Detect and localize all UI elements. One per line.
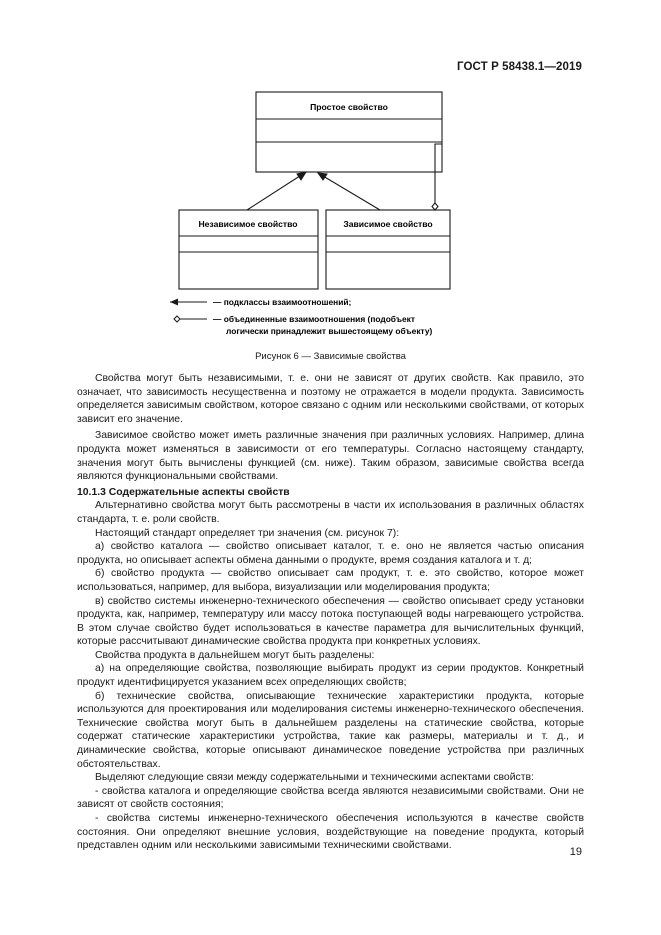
uml-diagram (0, 0, 661, 345)
aggregation-line (435, 144, 442, 203)
page-number: 19 (569, 846, 582, 858)
list-item: в) свойство системы инженерно-технического обеспечения — свойство описывает среду установки продукта, как, например, температуру или массу потока поступающей воды нагревающего устройства. В этом случае свойство будет использоваться в качестве параметра для вычислительных функций, которые рассчитывают динамические свойства продукта при конкретных условиях. (77, 595, 584, 648)
list-item: б) технические свойства, описывающие технические характеристики продукта, которые используются для проектирования или моделирования системы инженерно-технического обеспечения. Технические свойства могут быть в дальнейшем разделены на статические свойства, которые содержат статические характеристики устройства, такие как размеры, материалы и т. д., и динамические свойства, которые описывают динамическое поведение устройства при различных обстоятельствах. (77, 690, 584, 770)
list-item: а) на определяющие свойства, позволяющие выбирать продукт из серии продуктов. Конкретный продукт идентифицируется указанием всех определяющих свойств; (77, 663, 584, 689)
legend-aggregation-text-2: логически принадлежит вышестоящему объекту) (226, 326, 433, 336)
section-heading: 10.1.3 Содержательные аспекты свойств (77, 486, 290, 498)
label-independent-property: Независимое свойство (198, 219, 298, 229)
legend-aggregation-text-1: — объединенные взаимоотношения (подобъект (213, 314, 415, 324)
paragraph: Зависимое свойство может иметь различные значения при различных условиях. Например, длина продукта может изменяться в зависимости от его температуры. Согласно настоящему стандарту, значения могут быть вычислены функцией (см. ниже). Таким образом, зависимые свойства всегда являются функциональными свойствами. (77, 430, 584, 483)
inheritance-line-right (318, 173, 380, 210)
body-text (77, 372, 584, 853)
list-item: - свойства системы инженерно-технического обеспечения используются в качестве свойств состояния. Они определяют внешние условия, воздействующие на поведение продукта, который представлен одним или несколькими зависимыми техническими свойствами. (77, 813, 584, 852)
legend-diamond-icon (174, 316, 180, 322)
paragraph: Альтернативно свойства могут быть рассмотрены в части их использования в различных областях стандарта, т. е. роли свойств. (77, 500, 584, 525)
paragraph: Свойства продукта в дальнейшем могут быть разделены: (95, 649, 375, 661)
arrowhead-left (297, 172, 306, 180)
aggregation-diamond (432, 203, 438, 210)
document-code: ГОСТ Р 58438.1—2019 (457, 61, 582, 73)
label-dependent-property: Зависимое свойство (343, 219, 433, 229)
paragraph: Настоящий стандарт определяет три значения (см. рисунок 7): (95, 527, 400, 539)
paragraph: Свойства могут быть независимыми, т. е. они не зависят от других свойств. Как правило, это означает, что зависимость несущественна и поэтому не отражается в модели продукта. Зависимость определяется зависимым свойством, которое связано с одним или несколькими свойствами, от которых зависит его значение. (77, 373, 584, 425)
legend-arrow-icon (170, 299, 178, 306)
paragraph: Выделяют следующие связи между содержательными и техническими аспектами свойств: (95, 772, 534, 784)
list-item: а) свойство каталога — свойство описывает каталог, т. е. оно не является частью описания продукта, но описывает аспекты обмена данными о продукте, время создания каталога и т. д; (77, 541, 584, 566)
figure-caption: Рисунок 6 — Зависимые свойства (255, 351, 406, 362)
legend-subclass-text: — подклассы взаимоотношений; (213, 297, 352, 307)
list-item: - свойства каталога и определяющие свойства всегда являются независимыми свойствами. Они не зависят от свойств состояния; (77, 785, 584, 811)
label-simple-property: Простое свойство (310, 102, 388, 112)
inheritance-line-left (247, 172, 306, 210)
list-item: б) свойство продукта — свойство описывает сам продукт, т. е. это свойство, которое может использоваться, например, для выбора, визуализации или моделирования продукта; (77, 568, 584, 593)
arrowhead-right (318, 173, 327, 180)
